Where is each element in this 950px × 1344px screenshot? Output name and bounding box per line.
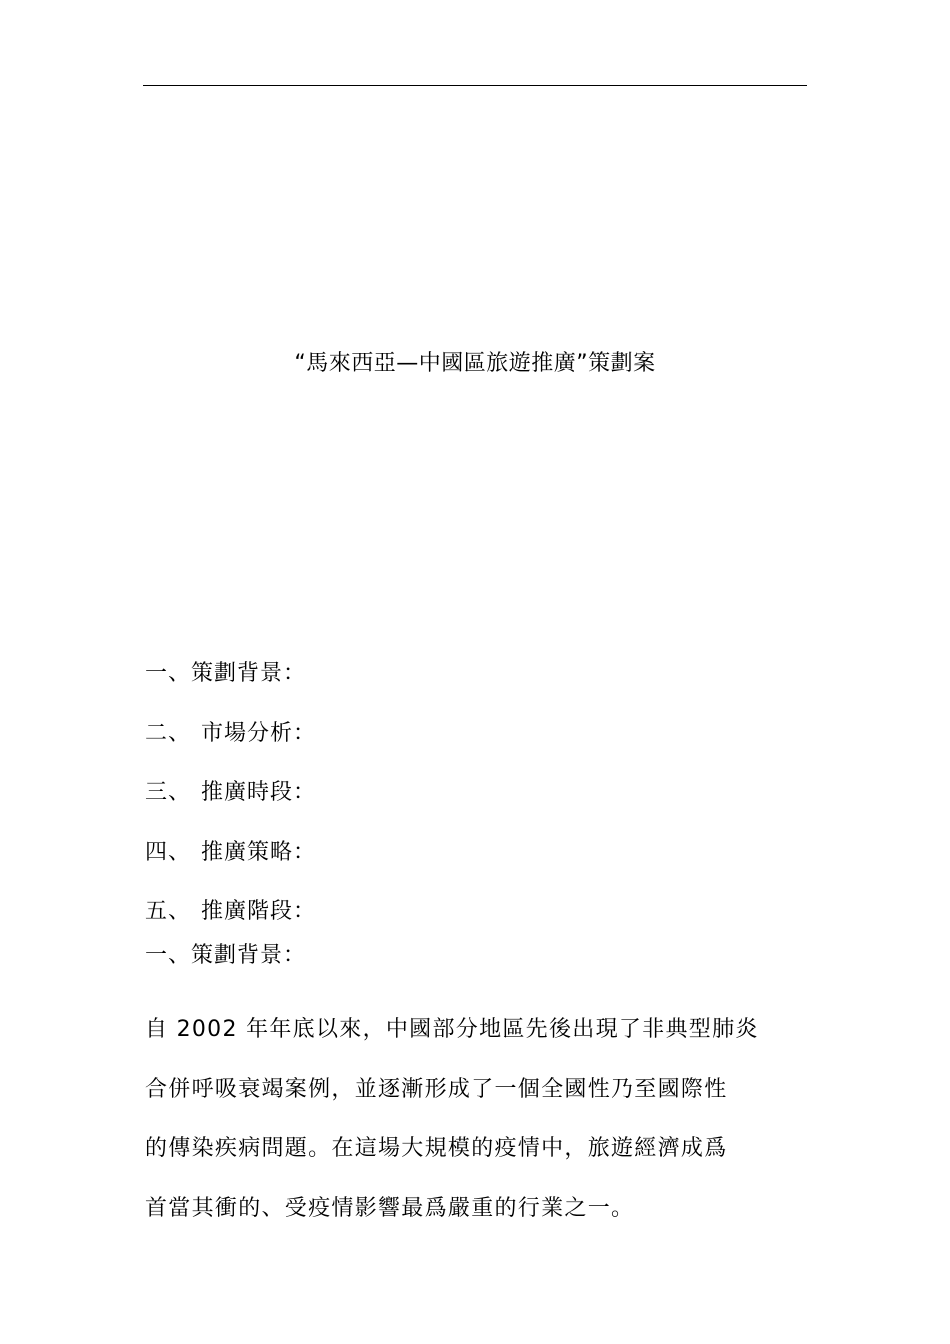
- background-paragraph: [145, 1000, 809, 1238]
- toc-label: 推廣策略：: [201, 839, 317, 865]
- toc-item-promotion-period: [145, 763, 805, 823]
- paragraph-line: 的傳染疾病問題。在這場大規模的疫情中，旅遊經濟成爲: [145, 1136, 728, 1161]
- toc-label: 市場分析：: [201, 720, 317, 746]
- toc-label: 策劃背景：: [191, 661, 307, 686]
- toc-label: 推廣時段：: [201, 780, 317, 805]
- paragraph-line: 首當其衝的、受疫情影響最爲嚴重的行業之一。: [145, 1195, 635, 1221]
- toc-label: 推廣階段：: [201, 899, 317, 924]
- document-title: “馬來西亞—中國區旅遊推廣”策劃案: [294, 351, 656, 376]
- toc-item-promotion-stages: [145, 882, 805, 942]
- paragraph-line: 自 2002 年年底以來，中國部分地區先後出現了非典型肺炎: [145, 1017, 759, 1042]
- toc-number: 五、: [145, 899, 192, 924]
- toc-number: 四、: [145, 839, 192, 865]
- toc-item-background: [145, 644, 805, 704]
- toc-number: 二、: [145, 720, 192, 746]
- paragraph-line: 合併呼吸衰竭案例，並逐漸形成了一個全國性乃至國際性: [145, 1076, 728, 1102]
- toc-number: 一、: [145, 661, 192, 686]
- toc-item-promotion-strategy: [145, 823, 805, 883]
- toc-item-market-analysis: [145, 704, 805, 764]
- toc-number: 三、: [145, 780, 192, 805]
- table-of-contents: [145, 644, 805, 942]
- header-rule: [143, 85, 807, 86]
- section-heading-background: 一、策劃背景：: [145, 943, 307, 968]
